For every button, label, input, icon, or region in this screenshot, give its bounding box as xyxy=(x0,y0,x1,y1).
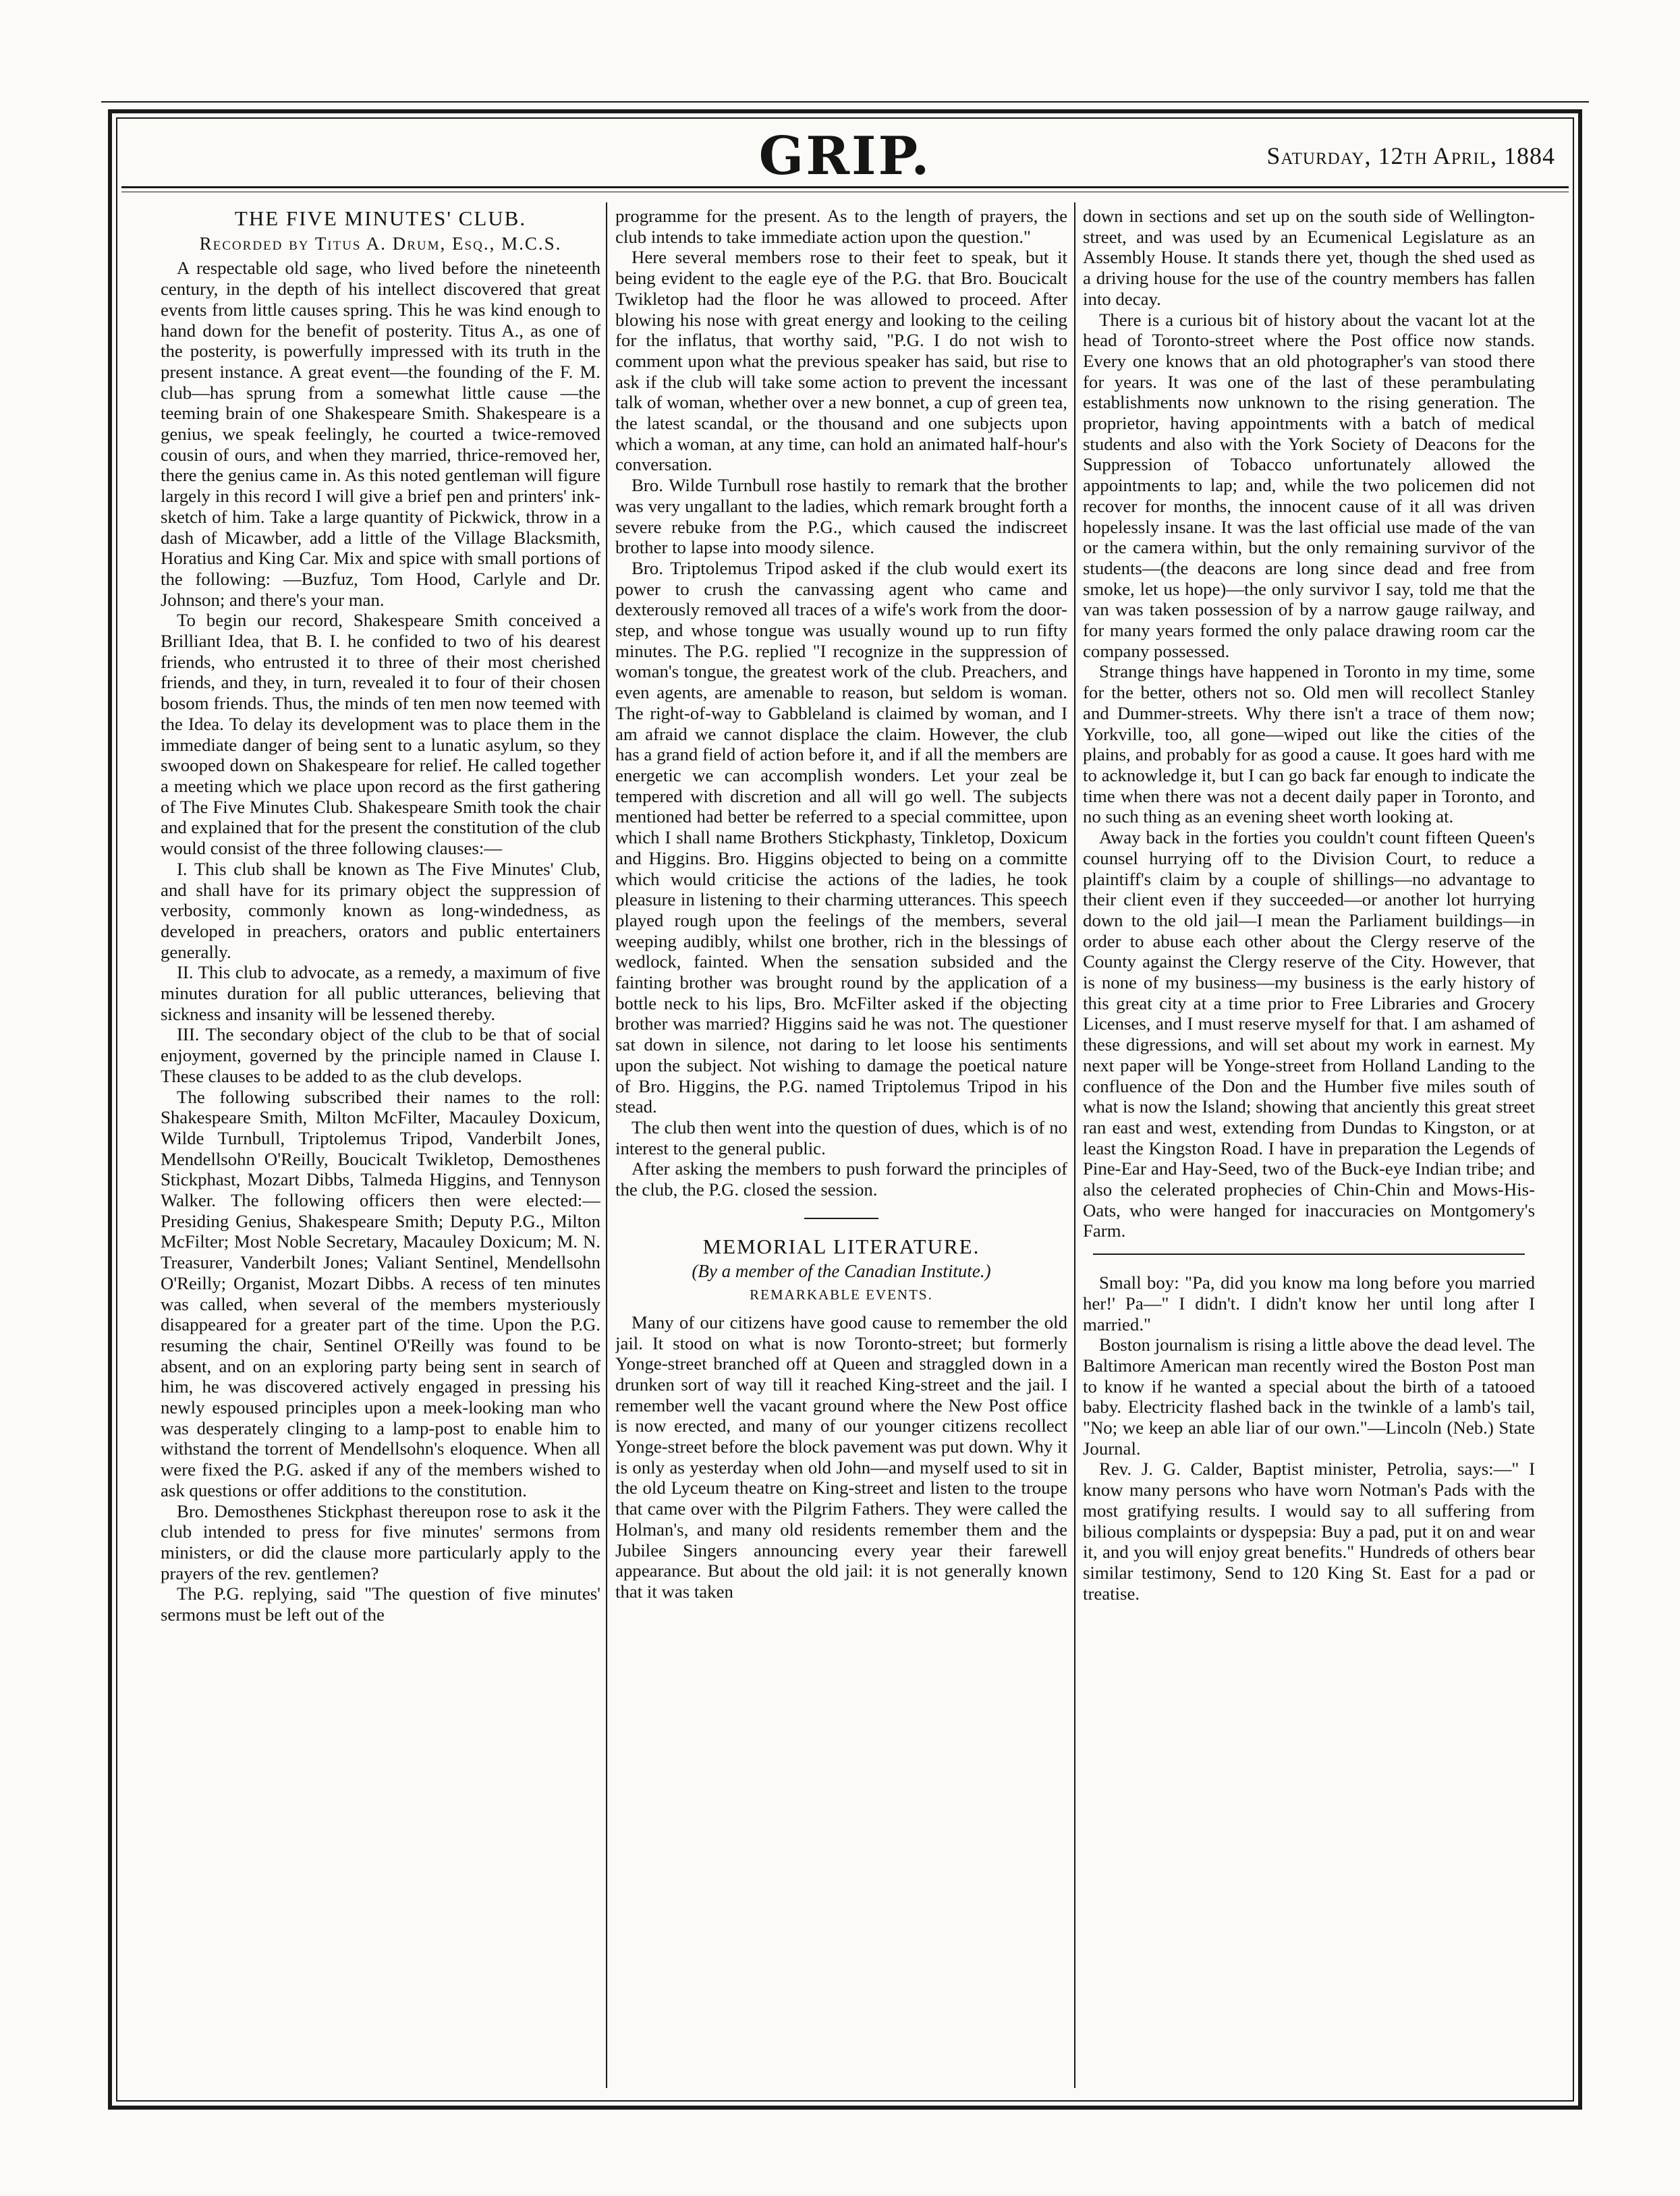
publication-title: GRIP. xyxy=(758,125,932,187)
article-subheading: (By a member of the Canadian Institute.) xyxy=(692,1261,991,1282)
paragraph: programme for the present. As to the length of prayers, the club intends to take immediate action upon the question." xyxy=(615,206,1067,247)
article-byline: Recorded by Titus A. Drum, Esq., M.C.S. xyxy=(199,233,562,254)
paragraph: Away back in the forties you couldn't count fifteen Queen's counsel hurrying off to the Division Court, to reduce a plaintiff's claim by a couple of shillings—no advantage to their client even if they succeeded—or another lot hurrying down to the old jail—I mean the Parliament buildings—in order to abuse each other about the Clergy reserve of the County against the Clergy reserve of the City. However, that is none of my business—my business is the early history of this great city at a time prior to Free Libraries and Grocery Licenses, and I must reserve myself for that. I am ashamed of these digressions, and will set about my work in earnest. My next paper will be Yonge-street from Holland Landing to the confluence of the Don and the Humber five miles south of what is now the Island; showing that anciently this great street ran east and west, extending from Dundas to Kingston, or at least the Kingston Road. I have in preparation the Legends of Pine-Ear and Hay-Seed, two of the Buck-eye Indian tribe; and also the celerated prophecies of Chin-Chin and Mows-His-Oats, who were hanged for inaccuracies on Montgomery's Farm. xyxy=(1083,827,1535,1241)
paragraph: Bro. Wilde Turnbull rose hastily to remark that the brother was very ungallant to the ladies, which remark brought forth a severe rebuke from the P.G., which caused the indiscreet brother to lapse into moody silence. xyxy=(615,475,1067,558)
section-divider xyxy=(804,1218,878,1219)
paragraph: The club then went into the question of dues, which is of no interest to the general public. xyxy=(615,1117,1067,1158)
paragraph: Bro. Demosthenes Stickphast thereupon rose to ask it the club intended to press for five minutes' sermons from ministers, or did the clause more particularly apply to the prayers of the rev. gentlemen? xyxy=(161,1500,600,1583)
paragraph: A respectable old sage, who lived before the nineteenth century, in the depth of his intellect discovered that great events from little causes spring. This he was kind enough to hand down for the benefit of posterity. Titus A., as one of the posterity, is powerfully impressed with its truth in the present instance. A great event—the founding of the F. M. club—has sprung from a somewhat little cause —the teeming brain of one Shakespeare Smith. Shakespeare is a genius, we speak feelingly, he courted a twice-removed cousin of ours, and when they married, thrice-removed her, there the genius came in. As this noted gentleman will figure largely in this record I will give a brief pen and printers' ink-sketch of him. Take a large quantity of Pickwick, throw in a dash of Micawber, add a little of the Village Blacksmith, Horatius and King Car. Mix and spice with small portions of the following: —Buzfuz, Tom Hood, Carlyle and Dr. Johnson; and there's your man. xyxy=(161,258,600,610)
paragraph: Rev. J. G. Calder, Baptist minister, Petrolia, says:—" I know many persons who have worn Notman's Pads with the most gratifying results. I would say to all suffering from bilious complaints or dyspepsia: Buy a pad, put it on and wear it, and you will enjoy great benefits." Hundreds of others bear similar testimony, Send to 120 King St. East for a pad or treatise. xyxy=(1083,1459,1535,1604)
paragraph: The following subscribed their names to the roll: Shakespeare Smith, Milton McFilter, Macauley Doxicum, Wilde Turnbull, Triptolemus Tripod, Vanderbilt Jones, Mendellsohn O'Reilly, Boucicalt Twikletop, Demosthenes Stickphast, Mozart Dibbs, Talmeda Higgins, and Tennyson Walker. The following officers then were elected:—Presiding Genius, Shakespeare Smith; Deputy P.G., Milton McFilter; Most Noble Secretary, Macauley Doxicum; M. N. Treasurer, Vanderbilt Jones; Valiant Sentinel, Mendellsohn O'Reilly; Organist, Mozart Dibbs. A recess of ten minutes was called, when several of the members mysteriously disappeared for a greater part of the time. Upon the P.G. resuming the chair, Sentinel O'Reilly was found to be absent, and on an exploring party being sent in search of him, he was discovered actively engaged in pressing his newly espoused principles upon a meek-looking man who was desperately clinging to a lamp-post to enable him to withstand the torrent of Mendellsohn's eloquence. When all were fixed the P.G. asked if any of the members wished to ask questions or offer additions to the constitution. xyxy=(161,1086,600,1500)
paragraph: III. The secondary object of the club to be that of social enjoyment, governed by the principle named in Clause I. These clauses to be added to as the club develops. xyxy=(161,1024,600,1086)
column-divider xyxy=(606,202,607,2088)
paragraph: down in sections and set up on the south side of Wellington-street, and was used by an Ecumenical Legislature as an Assembly House. It stands there yet, though the shed used as a driving house for the use of the country members has fallen into decay. xyxy=(1083,206,1535,309)
article-section-title: REMARKABLE EVENTS. xyxy=(750,1287,933,1303)
paragraph: I. This club shall be known as The Five Minutes' Club, and shall have for its primary object the suppression of verbosity, commonly known as long-windedness, as developed in preachers, orators and public entertainers generally. xyxy=(161,858,600,962)
paragraph: After asking the members to push forward the principles of the club, the P.G. closed the session. xyxy=(615,1158,1067,1200)
masthead-rule xyxy=(121,186,1569,188)
paragraph: II. This club to advocate, as a remedy, a maximum of five minutes duration for all public utterances, believing that sickness and insanity will be lessened thereby. xyxy=(161,962,600,1024)
article-heading: THE FIVE MINUTES' CLUB. xyxy=(234,206,527,230)
paragraph: There is a curious bit of history about the vacant lot at the head of Toronto-street where the Post office now stands. Every one knows that an old photographer's van stood there for years. It was one of the last of these perambulating establishments now unknown to the rising generation. The proprietor, having appointments with a batch of medical students and also with the York Society of Deacons for the Suppression of Tobacco unfortunately allowed the appointments to lap; and, while the two policemen did not recover for months, the innocent cause of it all was driven hopelessly insane. It was the last official use made of the van or the camera within, but the only remaining survivor of the students—(the deacons are long since dead and free from smoke, let us hope)—the only survivor I say, told me that the van was taken possession of by a narrow gauge railway, and for many years formed the only palace drawing room car the company possessed. xyxy=(1083,309,1535,661)
paragraph: Here several members rose to their feet to speak, but it being evident to the eagle eye of the P.G. that Bro. Boucicalt Twikletop had the floor he was allowed to proceed. After blowing his nose with great energy and looking to the ceiling for the inflatus, that worthy said, "P.G. I do not wish to comment upon what the previous speaker has said, but rise to ask if the club will take some action to prevent the incessant talk of woman, whether over a new bonnet, a cup of green tea, the latest scandal, or the thousand and one subjects upon which a woman, at any time, can hold an animated half-hour's conversation. xyxy=(615,247,1067,475)
masthead xyxy=(121,121,1569,185)
paragraph: Small boy: "Pa, did you know ma long before you married her!' Pa—" I didn't. I didn't know her until long after I married." xyxy=(1083,1272,1535,1334)
paragraph: The P.G. replying, said "The question of five minutes' sermons must be left out of the xyxy=(161,1583,600,1625)
paragraph: Boston journalism is rising a little above the dead level. The Baltimore American man recently wired the Boston Post man to know if he wanted a special about the birth of a tatooed baby. Electricity flashed back in the twinkle of a lamb's tail, "No; we keep an able liar of our own."—Lincoln (Neb.) State Journal. xyxy=(1083,1334,1535,1459)
column-3 xyxy=(1083,206,1535,2088)
column-2 xyxy=(615,206,1067,2088)
column-divider xyxy=(1074,202,1075,2088)
top-border-line xyxy=(101,101,1589,105)
paragraph: To begin our record, Shakespeare Smith conceived a Brilliant Idea, that B. I. he confided to two of his dearest friends, who entrusted it to three of their most cherished friends, and they, in turn, revealed it to four of their chosen bosom friends. Thus, the minds of ten men now teemed with the Idea. To delay its development was to place them in the immediate danger of being sent to a lunatic asylum, so they swooped down on Shakespeare for relief. He called together a meeting which we place upon record as the first gathering of The Five Minutes Club. Shakespeare Smith took the chair and explained that for the present the constitution of the club would consist of the three following clauses:— xyxy=(161,610,600,859)
section-divider xyxy=(1093,1254,1525,1255)
paragraph: Many of our citizens have good cause to remember the old jail. It stood on what is now Toronto-street; but formerly Yonge-street branched off at Queen and straggled down in a drunken sort of way till it reached King-street and the jail. I remember well the vacant ground where the New Post office is now erected, and many of our younger citizens recollect Yonge-street before the block pavement was put down. Why it is only as yesterday when old John—and myself used to sit in the old Lyceum theatre on King-street and listen to the troupe that came over with the Pilgrim Fathers. They were called the Holman's, and many old residents remember them and the Jubilee Singers announcing every year their farewell appearance. But about the old jail: it is not generally known that it was taken xyxy=(615,1312,1067,1602)
paragraph: Bro. Triptolemus Tripod asked if the club would exert its power to crush the canvassing agent who came and dexterously removed all traces of a wife's work from the door-step, and whose tongue was usually wound up to run fifty minutes. The P.G. replied "I recognize in the suppression of woman's tongue, the greatest work of the club. Preachers, and even agents, are amenable to reason, but seldom is woman. The right-of-way to Gabbleland is claimed by woman, and I am afraid we cannot displace the claim. However, the club has a grand field of action before it, and if all the members are energetic we can accomplish wonders. Let your zeal be tempered with discretion and all will go well. The subjects mentioned had better be referred to a special committee, upon which I shall name Brothers Stickphasty, Tinkletop, Doxicum and Higgins. Bro. Higgins objected to being on a committe which would criticise the actions of the ladies, he took pleasure in listening to their charming utterances. This speech played rough upon the feelings of the members, several weeping audibly, whilst one brother, rich in the blessings of wedlock, fainted. When the sensation subsided and the fainting brother was brought round by the application of a bottle neck to his lips, Bro. McFilter asked if the objecting brother was married? Higgins said he was not. The questioner sat down in silence, not daring to let loose his sentiments upon the subject. Not wishing to damage the poetical nature of Bro. Higgins, the P.G. named Triptolemus Tripod in his stead. xyxy=(615,557,1067,1117)
paragraph: Strange things have happened in Toronto in my time, some for the better, others not so. Old men will recollect Stanley and Dummer-streets. Why there isn't a trace of them now; Yorkville, too, all gone—wiped out like the cities of the plains, and probably for as good a cause. It goes hard with me to acknowledge it, but I can go back far enough to indicate the time when there was not a decent daily paper in Toronto, and no such thing as an evening sheet worth looking at. xyxy=(1083,661,1535,827)
article-heading: MEMORIAL LITERATURE. xyxy=(702,1234,980,1258)
dateline: Saturday, 12th April, 1884 xyxy=(1266,142,1555,169)
column-1 xyxy=(161,206,600,2088)
